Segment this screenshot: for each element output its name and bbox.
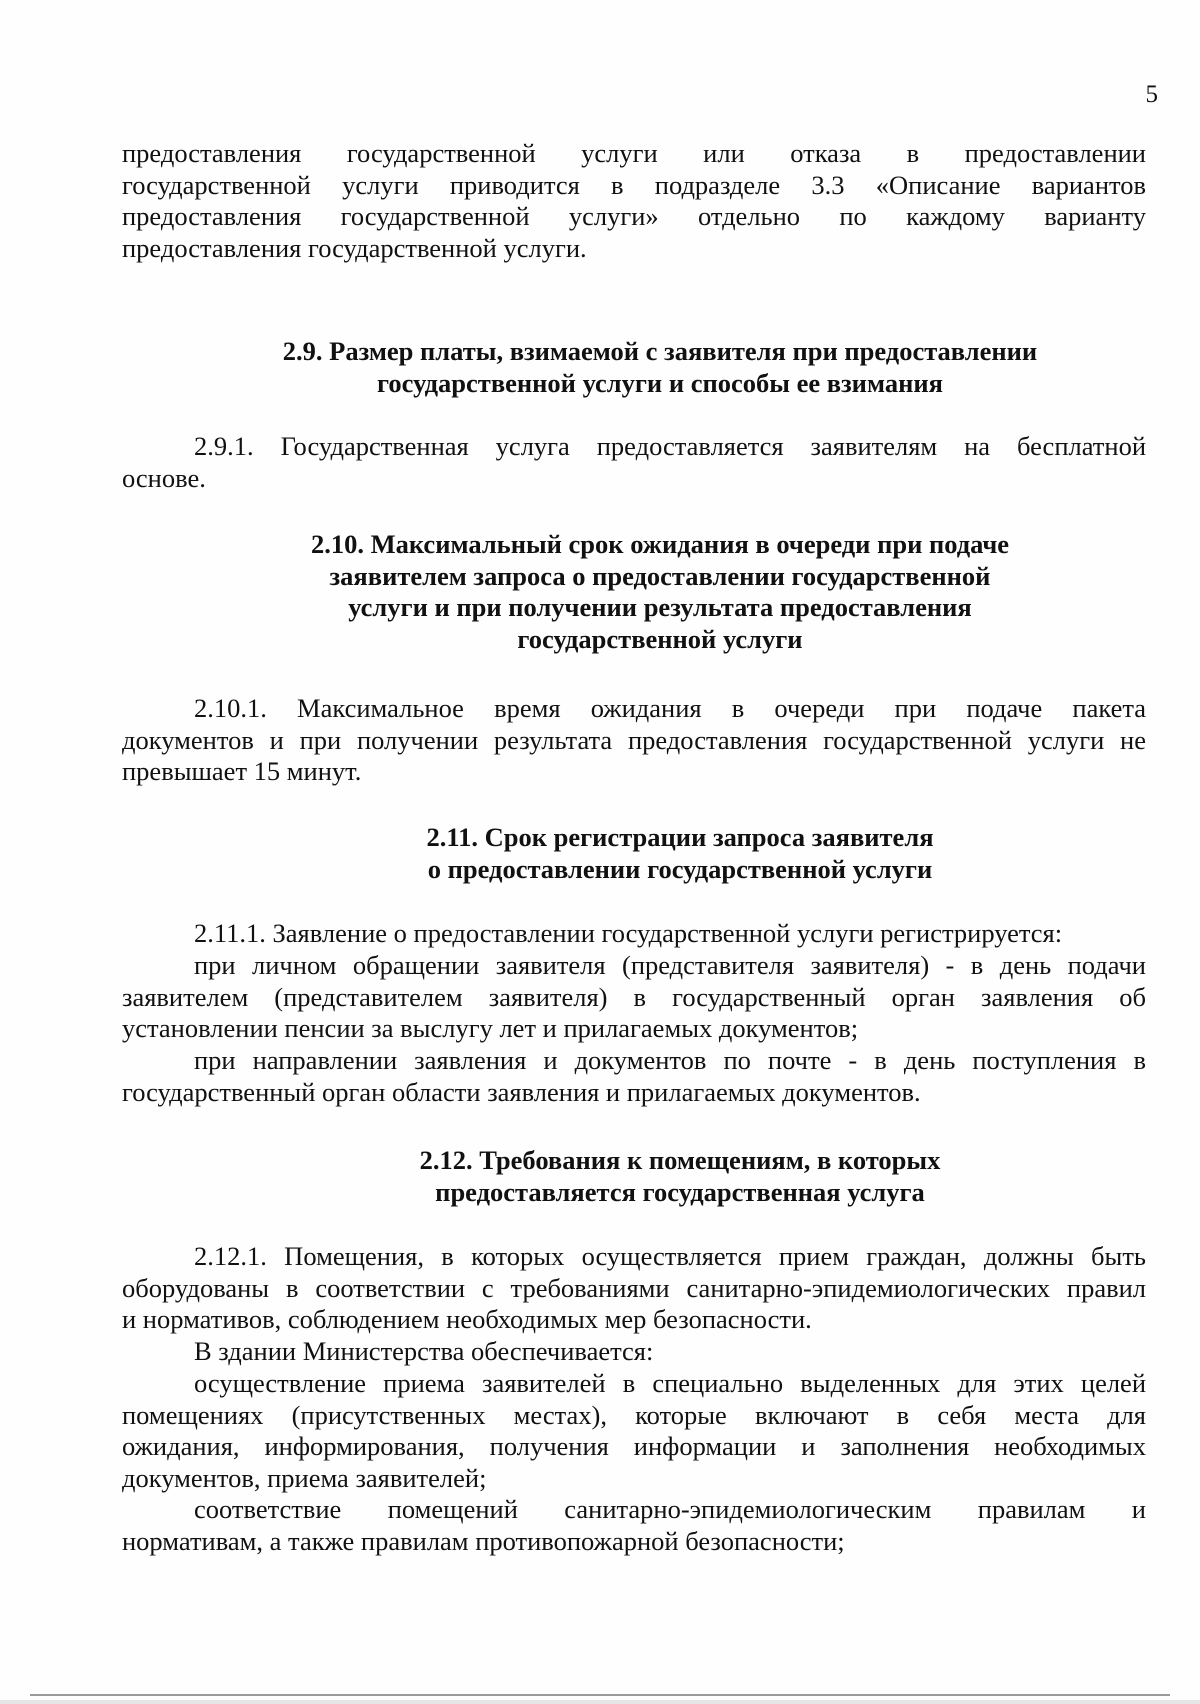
section-heading-2-10 xyxy=(180,529,1140,655)
heading-line: предоставляется государственная услуга xyxy=(435,1176,925,1207)
heading-line: 2.10. Максимальный срок ожидания в очереди при подаче xyxy=(310,529,1010,559)
heading-line: государственной услуги и способы ее взимания xyxy=(377,367,943,398)
heading-line: 2.12. Требования к помещениям, в которых xyxy=(419,1145,941,1175)
paragraph-2-11-personal xyxy=(122,950,1146,1045)
text-line: предоставления государственной услуги или отказа в предоставлении xyxy=(122,138,1146,168)
intro-paragraph xyxy=(122,138,1146,264)
text-line: нормативам, а также правилам противопожарной безопасности; xyxy=(122,1525,845,1556)
text-line: установлении пенсии за выслугу лет и прилагаемых документов; xyxy=(122,1013,859,1044)
section-heading-2-9 xyxy=(180,336,1140,399)
heading-line: о предоставлении государственной услуги xyxy=(427,853,933,884)
text-line: документов и при получении результата предоставления государственной услуги не xyxy=(122,724,1146,755)
text-line: предоставления государственной услуги» отдельно по каждому варианту xyxy=(122,201,1146,232)
text-line: государственный орган области заявления и прилагаемых документов. xyxy=(122,1076,921,1107)
text-line: основе. xyxy=(122,462,206,493)
text-line: 2.12.1. Помещения, в которых осуществляется прием граждан, должны быть xyxy=(194,1241,1146,1271)
text-line: соответствие помещений санитарно-эпидемиологическим правилам и xyxy=(194,1494,1146,1524)
heading-line: государственной услуги xyxy=(517,623,803,654)
text-line: помещениях (присутственных местах), которые включают в себя места для xyxy=(122,1399,1146,1430)
text-line: предоставления государственной услуги. xyxy=(122,232,587,263)
heading-line: заявителем запроса о предоставлении государственной xyxy=(329,560,991,591)
text-line: осуществление приема заявителей в специально выделенных для этих целей xyxy=(194,1368,1146,1398)
paragraph-2-11-1 xyxy=(122,918,1146,950)
heading-line: услуги и при получении результата предоставления xyxy=(348,592,972,623)
section-heading-2-12 xyxy=(340,1145,1020,1208)
scan-bottom-rule xyxy=(30,1694,1170,1696)
text-line: превышает 15 минут. xyxy=(122,756,362,787)
text-line: при личном обращении заявителя (представителя заявителя) - в день подачи xyxy=(194,950,1146,980)
text-line: и нормативов, соблюдением необходимых мер безопасности. xyxy=(122,1304,812,1335)
text-line: 2.11.1. Заявление о предоставлении государственной услуги регистрируется: xyxy=(194,918,1063,948)
page-number: 5 xyxy=(1145,81,1158,108)
heading-line: 2.11. Срок регистрации запроса заявителя xyxy=(426,822,934,852)
heading-line: 2.9. Размер платы, взимаемой с заявителя при предоставлении xyxy=(282,336,1038,366)
text-line: заявителем (представителем заявителя) в государственный орган заявления об xyxy=(122,981,1146,1012)
text-line: при направлении заявления и документов по почте - в день поступления в xyxy=(194,1045,1146,1075)
text-line: государственной услуги приводится в подразделе 3.3 «Описание вариантов xyxy=(122,169,1146,200)
paragraph-2-9-1 xyxy=(122,431,1146,494)
paragraph-2-10-1 xyxy=(122,693,1146,788)
paragraph-2-12-reception xyxy=(122,1368,1146,1494)
paragraph-2-11-mail xyxy=(122,1045,1146,1108)
scan-bottom-edge xyxy=(0,1700,1200,1704)
text-line: документов, приема заявителей; xyxy=(122,1462,487,1493)
paragraph-2-12-building xyxy=(122,1336,1146,1368)
paragraph-2-12-compliance xyxy=(122,1494,1146,1557)
text-line: 2.10.1. Максимальное время ожидания в очереди при подаче пакета xyxy=(194,693,1146,723)
text-line: ожидания, информирования, получения информации и заполнения необходимых xyxy=(122,1431,1146,1462)
text-line: 2.9.1. Государственная услуга предоставляется заявителям на бесплатной xyxy=(194,431,1146,461)
text-line: В здании Министерства обеспечивается: xyxy=(194,1336,654,1366)
section-heading-2-11 xyxy=(340,822,1020,885)
text-line: оборудованы в соответствии с требованиями санитарно-эпидемиологических правил xyxy=(122,1272,1146,1303)
paragraph-2-12-1 xyxy=(122,1241,1146,1336)
